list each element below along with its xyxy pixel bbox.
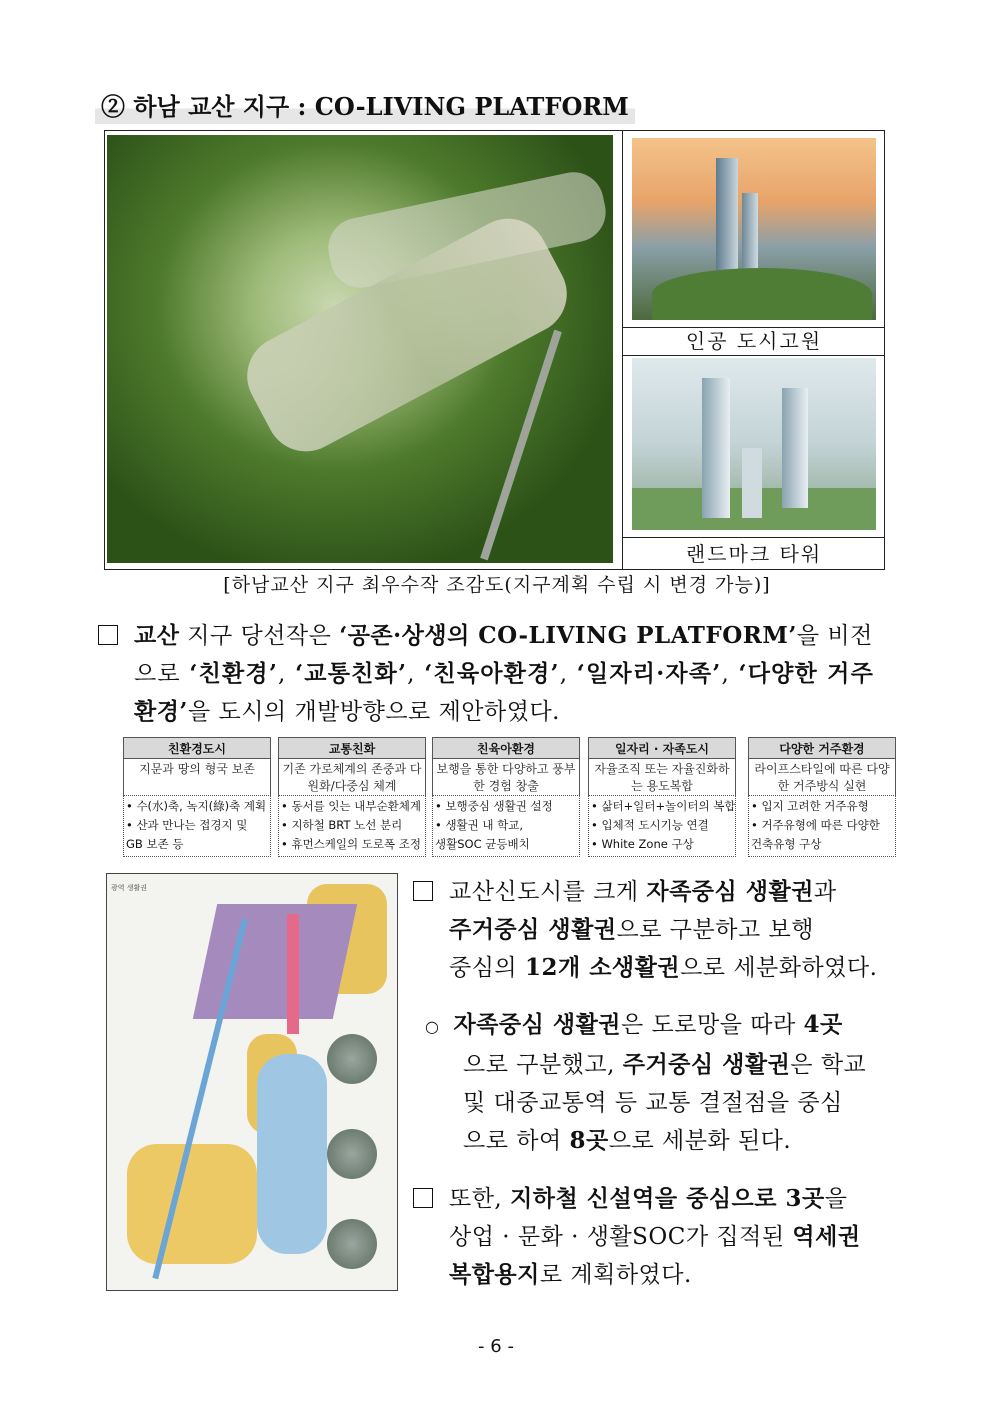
caption-park: 인공 도시고원 (623, 327, 885, 356)
development-direction-table (118, 737, 900, 857)
square-bullet-icon (413, 881, 433, 901)
artificial-plateau-image (632, 138, 876, 320)
table-column: 교통친화 기존 가로체계의 존중과 다원화/다중심 체계 • 동서를 잇는 내부순환체계 • 지하철 BRT 노선 분리 • 휴먼스케일의 도로폭 조정 (278, 737, 426, 857)
square-bullet-icon (413, 1188, 433, 1208)
aerial-view-image (107, 135, 613, 563)
table-column: 친육아환경 보행을 통한 다양하고 풍부한 경험 창출 • 보행중심 생활권 설정 • 생활권 내 학교, 생활SOC 균등배치 (432, 737, 580, 857)
circle-bullet-icon: ○ (425, 1017, 440, 1036)
paragraph-station-area: 또한, 지하철 신설역을 중심으로 3곳을 상업 · 문화 · 생활SOC가 집적된 역세권 복합용지로 계획하였다. (413, 1180, 903, 1294)
square-bullet-icon (98, 625, 118, 645)
table-column: 다양한 거주환경 라이프스타일에 따른 다양한 거주방식 실현 • 입지 고려한 거주유형 • 거주유형에 따른 다양한 건축유형 구상 (748, 737, 896, 857)
paragraph-living-zones: 교산신도시를 크게 자족중심 생활권과 주거중심 생활권으로 구분하고 보행 중심의 12개 소생활권으로 세분화하였다. (413, 873, 903, 987)
page-number: - 6 - (478, 1336, 514, 1357)
caption-tower: 랜드마크 타워 (623, 537, 885, 570)
landmark-tower-image (632, 358, 876, 530)
table-column: 친환경도시 지문과 땅의 형국 보존 • 수(水)축, 녹지(綠)축 계획 • 산과 만나는 접경지 및 GB 보존 등 (123, 737, 271, 857)
table-column: 일자리 · 자족도시 자율조직 또는 자율진화하는 용도복합 • 삶터+일터+놀이터의 복합 • 입체적 도시기능 연결 • White Zone 구상 (588, 737, 736, 857)
section-title: ② 하남 교산 지구 : CO-LIVING PLATFORM (95, 90, 635, 124)
map-legend-title: 광역 생활권 (111, 884, 148, 892)
paragraph-vision: 교산 지구 당선작은 ‘공존·상생의 CO-LIVING PLATFORM’을 비전 으로 ‘친환경’, ‘교통친화’, ‘친육아환경’, ‘일자리·자족’, ‘다양한 거주 환경’을 도시의 개발방향으로 제안하였다. (98, 617, 908, 731)
paragraph-zone-detail: ○ 자족중심 생활권은 도로망을 따라 4곳 으로 구분했고, 주거중심 생활권은 학교 및 대중교통역 등 교통 결절점을 중심 으로 하여 8곳으로 세분화 된다. (425, 1011, 867, 1154)
figure-caption: [하남교산 지구 최우수작 조감도(지구계획 수립 시 변경 가능)] (223, 574, 771, 596)
living-zone-map (106, 873, 398, 1291)
